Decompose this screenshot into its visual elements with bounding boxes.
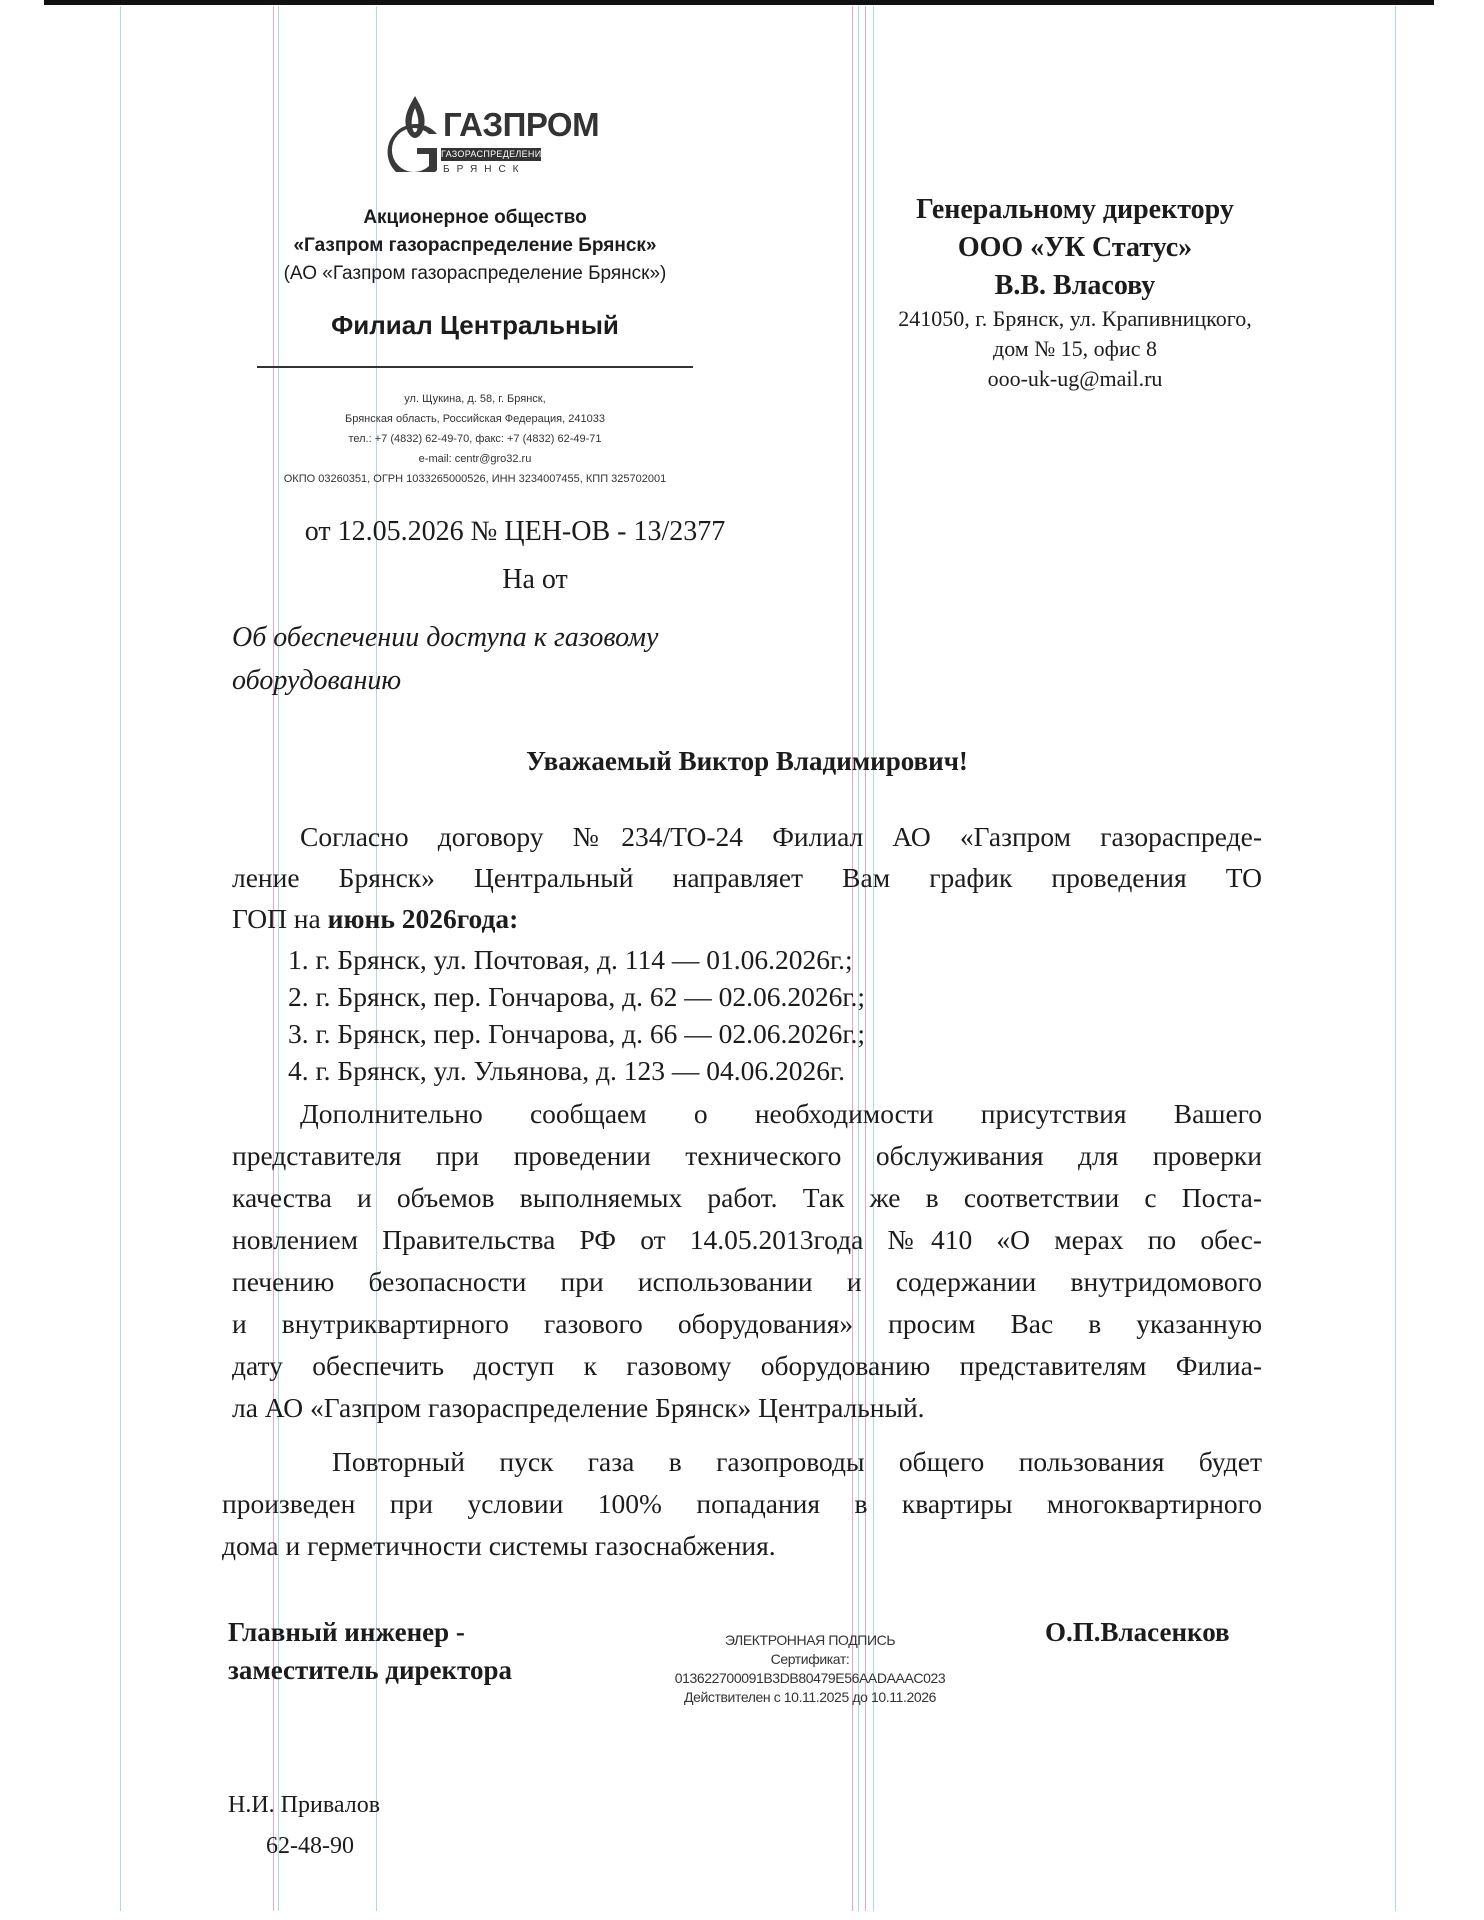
recipient-address-line: дом № 15, офис 8 (993, 336, 1157, 361)
body-line: дату обеспечить доступ к газовому оборудованию представителям Филиа- (232, 1350, 1262, 1381)
sender-phone-line: тел.: +7 (4832) 62-49-70, факс: +7 (4832) 62-49-71 (348, 433, 602, 445)
esign-cert-number: 013622700091B3DB80479E56AADAAAC023 (674, 1670, 946, 1686)
scan-line (120, 6, 121, 1911)
body-line: ла АО «Газпром газораспределение Брянск» Центральный. (232, 1392, 925, 1423)
body-line: Повторный пуск газа в газопроводы общего пользования будет (332, 1446, 1262, 1477)
body-line: ление Брянск» Центральный направляет Вам график проведения ТО (232, 862, 1262, 893)
body-line: новлением Правительства РФ от 14.05.2013года №410 «О мерах по обес- (232, 1224, 1262, 1255)
gazprom-logo (383, 92, 600, 182)
body-line: Согласно договору №234/ТО-24 Филиал АО «Газпром газораспреде- (300, 821, 1262, 852)
recipient-position: Генеральному директору (916, 194, 1234, 225)
recipient-name: В.В. Власову (994, 270, 1156, 301)
signer-position: Главный инженер - (228, 1617, 465, 1647)
body-line: и внутриквартирного газового оборудования» просим Вас в указанную (232, 1308, 1262, 1339)
sender-branch: Филиал Центральный (331, 310, 619, 340)
body-line: качества и объемов выполняемых работ. Так же в соответствии с Поста- (232, 1182, 1262, 1213)
scan-line (1395, 6, 1396, 1911)
list-item: 1. г. Брянск, ул. Почтовая, д. 114 — 01.06.2026г.; (288, 944, 853, 975)
recipient-company: ООО «УК Статус» (957, 232, 1193, 263)
sender-codes-line: ОКПО 03260351, ОГРН 1033265000526, ИНН 3234007455, КПП 325702001 (283, 473, 667, 485)
body-line: представителя при проведении технического обслуживания для проверки (232, 1140, 1262, 1171)
document-number: от 12.05.2026 № ЦЕН-ОВ - 13/2377 (304, 516, 726, 547)
sender-email-line: e-mail: centr@gro32.ru (418, 453, 532, 465)
body-line: произведен при условии 100% попадания в квартиры многоквартирного (222, 1488, 1262, 1519)
executor-name: Н.И. Привалов (228, 1792, 381, 1818)
list-item: 4. г. Брянск, ул. Ульянова, д. 123 — 04.06.2026г. (288, 1055, 846, 1086)
logo-band: ГАЗОРАСПРЕДЕЛЕНИЕ (441, 149, 548, 159)
logo-city: БРЯНСК (443, 164, 526, 175)
recipient-address-line: 241050, г. Брянск, ул. Крапивницкого, (898, 306, 1252, 331)
body-line: дома и герметичности системы газоснабжения. (222, 1530, 776, 1561)
greeting: Уважаемый Виктор Владимирович! (526, 746, 968, 776)
sender-address-line: ул. Щукина, д. 58, г. Брянск, (404, 393, 546, 405)
list-item: 2. г. Брянск, пер. Гончарова, д. 62 — 02.06.2026г.; (288, 981, 866, 1012)
executor-phone: 62-48-90 (266, 1833, 354, 1859)
signer-name: О.П.Власенков (1045, 1617, 1230, 1647)
reply-reference: На от (502, 564, 568, 595)
header-rule (257, 366, 693, 368)
esign-cert-label: Сертификат: (770, 1651, 850, 1667)
sender-org-type: Акционерное общество (363, 207, 587, 228)
subject-line: Об обеспечении доступа к газовому (232, 622, 659, 653)
body-line: печению безопасности при использовании и содержании внутридомового (232, 1266, 1262, 1297)
subject-line: оборудованию (232, 665, 402, 696)
recipient-email: ooo-uk-ug@mail.ru (987, 366, 1163, 391)
sender-address-line: Брянская область, Российская Федерация, 241033 (345, 413, 605, 425)
esign-validity: Действителен с 10.11.2025 до 10.11.2026 (684, 1689, 936, 1705)
list-item: 3. г. Брянск, пер. Гончарова, д. 66 — 02.06.2026г.; (288, 1018, 866, 1049)
scan-top-edge (44, 0, 1434, 5)
body-text: ГОП на (232, 903, 328, 934)
flame-icon (383, 92, 447, 172)
signer-position: заместитель директора (228, 1655, 512, 1685)
body-text-bold: июнь 2026года: (327, 903, 519, 934)
body-line: Дополнительно сообщаем о необходимости присутствия Вашего (300, 1098, 1262, 1129)
sender-org-name: «Газпром газораспределение Брянск» (293, 235, 657, 256)
logo-wordmark: ГАЗПРОМ (443, 106, 600, 143)
body-line (232, 898, 518, 940)
esign-title: ЭЛЕКТРОННАЯ ПОДПИСЬ (724, 1632, 896, 1648)
sender-org-short: (АО «Газпром газораспределение Брянск») (283, 263, 667, 284)
